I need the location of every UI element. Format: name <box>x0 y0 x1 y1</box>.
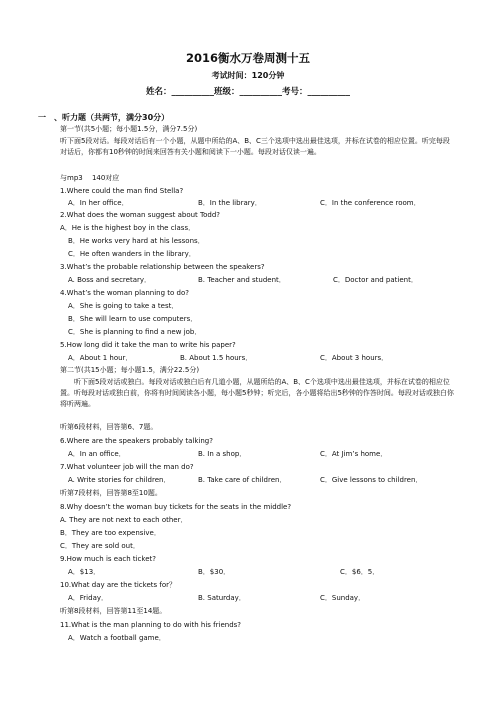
q9-option-a: A．$13． <box>68 568 101 576</box>
exam-time: 考试时间：120分钟 <box>211 71 285 80</box>
q10-option-a: A．Friday． <box>68 594 109 602</box>
question-7: 7.What volunteer job will the man do? <box>60 463 194 471</box>
q5-option-a: A．About 1 hour． <box>68 354 133 362</box>
question-5: 5.How long did it take the man to write his paper? <box>60 341 236 349</box>
material-7-note: 听第7段材料，回答第8至10题。 <box>60 489 162 497</box>
q2-option-a: A．He is the highest boy in the class． <box>60 224 196 232</box>
q6-option-a: A．In an office． <box>68 450 126 458</box>
q9-option-c: C．$6．5． <box>340 568 380 576</box>
q8-option-a: A. They are not next to each other． <box>60 516 188 524</box>
q3-option-c: C．Doctor and patient． <box>333 276 418 284</box>
question-9: 9.How much is each ticket? <box>60 555 156 563</box>
q6-option-b: B. In a shop． <box>198 450 247 458</box>
question-4: 4.What’s the woman planning to do? <box>60 289 189 297</box>
question-8: 8.Why doesn’t the woman buy tickets for the seats in the middle? <box>60 503 292 511</box>
q10-option-b: B. Saturday． <box>198 594 246 602</box>
question-10: 10.What day are the tickets for？ <box>60 581 176 589</box>
q4-option-b: B．She will learn to use computers． <box>68 315 198 323</box>
q4-option-a: A．She is going to take a test． <box>68 302 179 310</box>
question-3: 3.What’s the probable relationship between the speakers? <box>60 263 265 271</box>
section-heading: 一 、听力题（共两节，满分30分） <box>38 113 170 122</box>
q3-option-b: B. Teacher and student． <box>198 276 286 284</box>
q1-option-b: B．In the library． <box>198 199 262 207</box>
q1-option-c: C．In the conference room． <box>320 199 421 207</box>
q10-option-c: C．Sunday． <box>320 594 366 602</box>
q7-option-c: C．Give lessons to children． <box>320 476 423 484</box>
q7-option-b: B. Take care of children． <box>198 476 287 484</box>
exam-title: 2016衡水万卷周测十五 <box>185 51 310 65</box>
material-6-note: 听第6段材料，回答第6、7题。 <box>60 423 158 431</box>
q11-option-a: A．Watch a football game． <box>68 634 166 642</box>
question-6: 6.Where are the speakers probably talking? <box>60 437 213 445</box>
q9-option-b: B．$30． <box>198 568 231 576</box>
part2-intro: 第二节(共15小题；每小题1.5，满分22.5分) <box>60 366 200 374</box>
material-8-note: 听第8段材料，回答第11至14题。 <box>60 607 167 615</box>
q8-option-c: C．They are sold out． <box>60 542 140 550</box>
q8-option-b: B．They are too expensive． <box>60 529 161 537</box>
part1-intro: 第一节(共5小题；每小题1.5分，满分7.5分) <box>60 125 198 133</box>
q4-option-c: C．She is planning to find a new job． <box>68 328 202 336</box>
q7-option-a: A. Write stories for children． <box>68 476 171 484</box>
mp3-note: 与mp3 140对应 <box>60 174 120 182</box>
q5-option-b: B. About 1.5 hours． <box>180 354 253 362</box>
question-2: 2.What does the woman suggest about Todd? <box>60 211 220 219</box>
question-11: 11.What is the man planning to do with his friends? <box>60 621 242 629</box>
q5-option-c: C．About 3 hours． <box>320 354 389 362</box>
part2-instructions: 听下面5段对话或独白。每段对话或独白后有几道小题，从题所给的A、B、C个选项中选出最佳选项，并标在试卷的相应位置。听每段对话或独白前，你将有时间阅读各小题，每小题5秒钟；听完后，各小题将给出5秒钟的作答时间。每段对话或独白你将听两遍。 <box>60 378 454 408</box>
student-info-fields: 姓名：__________班级：__________考号：__________ <box>145 87 350 97</box>
q2-option-c: C．He often wanders in the library． <box>68 250 196 258</box>
question-1: 1.Where could the man find Stella? <box>60 187 184 195</box>
q6-option-c: C．At Jim’s home． <box>320 450 388 458</box>
q2-option-b: B．He works very hard at his lessons． <box>68 237 205 245</box>
part1-instructions: 听下面5段对话。每段对话后有一个小题，从题中所给的A、B、C三个选项中选出最佳选项，并标在试卷的相应位置。听完每段对话后，你都有10秒钟的时间来回答有关小题和阅读下一小题。每段对话仅读一遍。 <box>60 137 450 156</box>
q3-option-a: A. Boss and secretary． <box>68 276 152 284</box>
q1-option-a: A．In her office． <box>68 199 129 207</box>
